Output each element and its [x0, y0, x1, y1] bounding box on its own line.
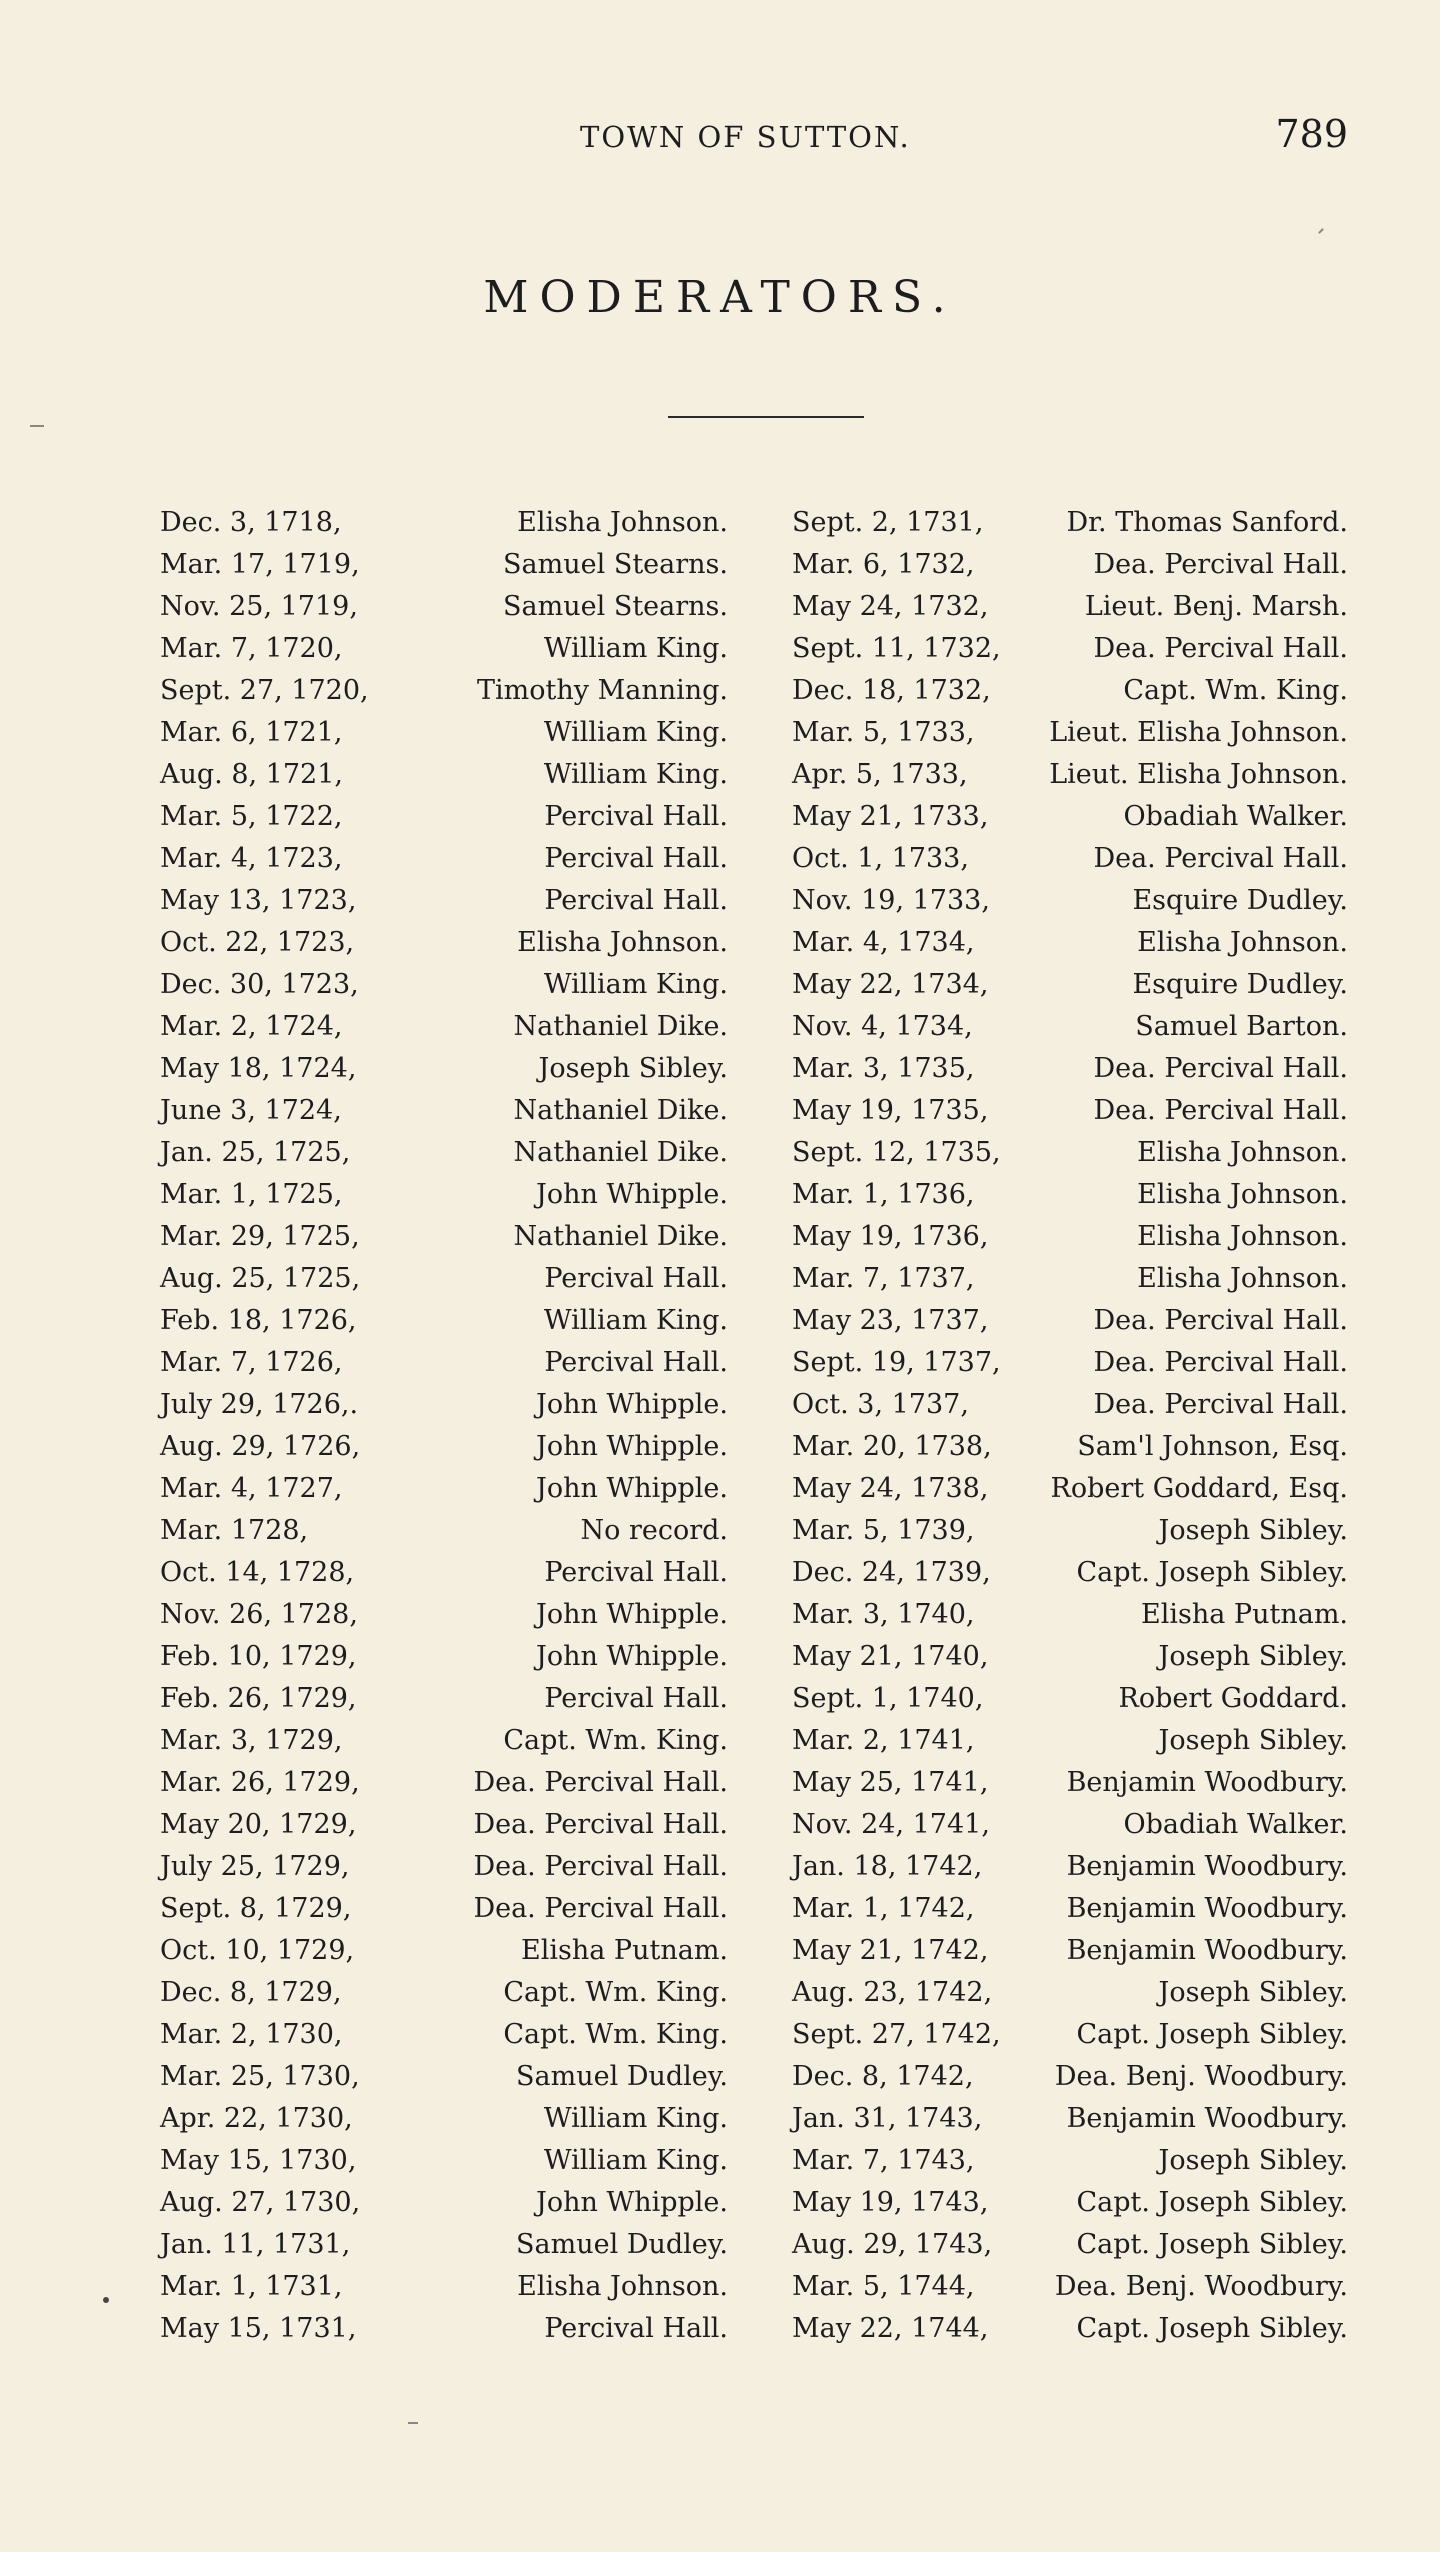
moderator-entry: [160, 1846, 728, 1888]
moderator-entry: [160, 1048, 728, 1090]
entry-date: Mar. 6, 1721,: [160, 717, 343, 748]
entry-name: Capt. Joseph Sibley.: [1076, 2187, 1348, 2218]
entry-date: Mar. 4, 1723,: [160, 843, 343, 874]
moderator-entry: [792, 1720, 1348, 1762]
entry-name: Nathaniel Dike.: [513, 1095, 728, 1126]
entry-date: Aug. 29, 1726,: [160, 1431, 361, 1462]
entry-name: Percival Hall.: [544, 1683, 728, 1714]
entry-date: Mar. 3, 1740,: [792, 1599, 975, 1630]
entry-date: Mar. 5, 1733,: [792, 717, 975, 748]
entry-date: Sept. 1, 1740,: [792, 1683, 984, 1714]
entry-name: Elisha Johnson.: [1137, 1179, 1348, 1210]
moderator-entry: [792, 1594, 1348, 1636]
entry-name: John Whipple.: [536, 2187, 728, 2218]
moderator-entry: [160, 838, 728, 880]
moderator-entry: [792, 1342, 1348, 1384]
entry-date: May 19, 1743,: [792, 2187, 989, 2218]
entry-date: Nov. 4, 1734,: [792, 1011, 973, 1042]
entry-date: Mar. 7, 1743,: [792, 2145, 975, 2176]
entry-name: Elisha Putnam.: [1141, 1599, 1348, 1630]
entry-name: Capt. Wm. King.: [503, 1725, 728, 1756]
moderator-entry: [792, 2308, 1348, 2350]
moderator-entry: [160, 2098, 728, 2140]
moderator-entry: [792, 796, 1348, 838]
moderator-entry: [160, 1678, 728, 1720]
moderator-entry: [792, 1216, 1348, 1258]
moderator-entry: [160, 796, 728, 838]
moderator-entry: [160, 1006, 728, 1048]
entry-date: Aug. 8, 1721,: [160, 759, 343, 790]
moderator-entry: [792, 1552, 1348, 1594]
entry-name: Dea. Percival Hall.: [1093, 633, 1348, 664]
entry-date: May 21, 1742,: [792, 1935, 989, 1966]
entry-name: William King.: [543, 969, 728, 1000]
entry-date: June 3, 1724,: [160, 1095, 342, 1126]
moderator-entry: [792, 2224, 1348, 2266]
moderator-entry: [792, 922, 1348, 964]
entry-date: Oct. 1, 1733,: [792, 843, 969, 874]
entry-name: Joseph Sibley.: [538, 1053, 728, 1084]
entry-date: Aug. 23, 1742,: [792, 1977, 993, 2008]
moderator-entry: [792, 1510, 1348, 1552]
moderator-entry: [792, 2140, 1348, 2182]
entry-name: John Whipple.: [536, 1179, 728, 1210]
entry-name: Dea. Benj. Woodbury.: [1054, 2271, 1348, 2302]
entry-name: Joseph Sibley.: [1158, 1725, 1348, 1756]
entry-date: Aug. 25, 1725,: [160, 1263, 361, 1294]
entry-date: May 18, 1724,: [160, 1053, 357, 1084]
moderator-entry: [160, 1636, 728, 1678]
moderator-entry: [792, 2098, 1348, 2140]
moderator-entry: [792, 2182, 1348, 2224]
entry-date: Mar. 7, 1726,: [160, 1347, 343, 1378]
entry-date: Sept. 27, 1720,: [160, 675, 369, 706]
moderator-entry: [160, 1300, 728, 1342]
entry-name: Dea. Percival Hall.: [473, 1767, 728, 1798]
entry-date: Dec. 8, 1729,: [160, 1977, 342, 2008]
entry-date: May 19, 1735,: [792, 1095, 989, 1126]
entry-name: William King.: [543, 633, 728, 664]
entry-name: Esquire Dudley.: [1132, 885, 1348, 916]
moderator-entry: [792, 586, 1348, 628]
moderator-entry: [792, 1636, 1348, 1678]
entry-name: Nathaniel Dike.: [513, 1011, 728, 1042]
entry-date: Oct. 14, 1728,: [160, 1557, 355, 1588]
entry-date: Feb. 18, 1726,: [160, 1305, 357, 1336]
entry-name: Esquire Dudley.: [1132, 969, 1348, 1000]
title-rule: [668, 416, 864, 418]
moderator-entry: [160, 1720, 728, 1762]
entry-name: Obadiah Walker.: [1123, 1809, 1348, 1840]
entry-date: Mar. 25, 1730,: [160, 2061, 360, 2092]
moderator-entry: [160, 670, 728, 712]
entry-date: Jan. 18, 1742,: [792, 1851, 983, 1882]
entry-name: Joseph Sibley.: [1158, 1977, 1348, 2008]
entry-name: John Whipple.: [536, 1389, 728, 1420]
entry-date: Mar. 29, 1725,: [160, 1221, 360, 1252]
entry-name: Capt. Joseph Sibley.: [1076, 2019, 1348, 2050]
entry-date: Sept. 19, 1737,: [792, 1347, 1001, 1378]
entry-name: Capt. Joseph Sibley.: [1076, 2313, 1348, 2344]
entry-name: William King.: [543, 717, 728, 748]
entry-name: Dea. Percival Hall.: [1093, 1389, 1348, 1420]
entry-name: Elisha Johnson.: [1137, 1263, 1348, 1294]
moderator-entry: [160, 502, 728, 544]
entry-name: Capt. Wm. King.: [503, 2019, 728, 2050]
entry-date: Mar. 17, 1719,: [160, 549, 360, 580]
entry-name: Elisha Johnson.: [1137, 1137, 1348, 1168]
entry-name: Percival Hall.: [544, 1263, 728, 1294]
moderator-entry: [792, 2056, 1348, 2098]
moderator-entry: [792, 964, 1348, 1006]
entry-name: Elisha Johnson.: [1137, 1221, 1348, 1252]
moderator-entry: [160, 1930, 728, 1972]
moderator-entry: [160, 2266, 728, 2308]
entry-date: July 29, 1726,.: [160, 1389, 359, 1420]
moderator-entry: [160, 544, 728, 586]
entry-name: William King.: [543, 1305, 728, 1336]
entry-name: Dr. Thomas Sanford.: [1066, 507, 1348, 538]
entry-date: Nov. 19, 1733,: [792, 885, 990, 916]
entry-date: Mar. 1, 1725,: [160, 1179, 343, 1210]
entry-date: Mar. 5, 1722,: [160, 801, 343, 832]
entry-name: Benjamin Woodbury.: [1066, 1851, 1348, 1882]
moderator-entry: [792, 1888, 1348, 1930]
moderator-entry: [792, 1048, 1348, 1090]
entry-date: Dec. 30, 1723,: [160, 969, 359, 1000]
moderator-entry: [160, 1468, 728, 1510]
entry-name: Elisha Johnson.: [517, 507, 728, 538]
entry-name: Percival Hall.: [544, 1347, 728, 1378]
moderator-entry: [160, 1132, 728, 1174]
moderator-entry: [792, 1090, 1348, 1132]
moderator-entry: [160, 1552, 728, 1594]
left-column: [160, 502, 728, 2350]
entry-date: Mar. 3, 1735,: [792, 1053, 975, 1084]
moderator-entry: [792, 1006, 1348, 1048]
entry-name: Dea. Benj. Woodbury.: [1054, 2061, 1348, 2092]
moderator-entry: [160, 2014, 728, 2056]
moderator-entry: [792, 1804, 1348, 1846]
right-column: [792, 502, 1348, 2350]
entry-date: Mar. 4, 1727,: [160, 1473, 343, 1504]
moderator-entry: [160, 1258, 728, 1300]
entry-name: Samuel Stearns.: [503, 549, 728, 580]
entry-date: Mar. 4, 1734,: [792, 927, 975, 958]
moderator-entry: [160, 1174, 728, 1216]
entry-date: Nov. 26, 1728,: [160, 1599, 358, 1630]
entry-date: Mar. 2, 1730,: [160, 2019, 343, 2050]
entry-date: Oct. 10, 1729,: [160, 1935, 355, 1966]
moderator-entry: [792, 1930, 1348, 1972]
entry-name: No record.: [580, 1515, 728, 1546]
entry-date: May 22, 1734,: [792, 969, 989, 1000]
entry-date: May 23, 1737,: [792, 1305, 989, 1336]
moderator-entry: [792, 628, 1348, 670]
moderator-entry: [792, 1468, 1348, 1510]
entry-name: Samuel Dudley.: [516, 2061, 728, 2092]
moderator-entry: [792, 1678, 1348, 1720]
entry-name: Percival Hall.: [544, 1557, 728, 1588]
entry-date: Mar. 7, 1737,: [792, 1263, 975, 1294]
moderator-entry: [792, 1384, 1348, 1426]
moderator-entry: [160, 1090, 728, 1132]
moderator-entry: [160, 880, 728, 922]
entry-name: John Whipple.: [536, 1431, 728, 1462]
moderator-entry: [160, 628, 728, 670]
entry-date: May 15, 1730,: [160, 2145, 357, 2176]
entry-date: July 25, 1729,: [160, 1851, 350, 1882]
entry-date: May 13, 1723,: [160, 885, 357, 916]
entry-name: Samuel Dudley.: [516, 2229, 728, 2260]
entry-date: Sept. 11, 1732,: [792, 633, 1001, 664]
moderator-entry: [160, 1216, 728, 1258]
entry-name: Benjamin Woodbury.: [1066, 1935, 1348, 1966]
entry-date: May 22, 1744,: [792, 2313, 989, 2344]
margin-mark: [1318, 228, 1324, 234]
entry-name: Lieut. Elisha Johnson.: [1049, 717, 1348, 748]
moderator-entry: [792, 544, 1348, 586]
entry-name: Joseph Sibley.: [1158, 1515, 1348, 1546]
moderator-entry: [160, 1594, 728, 1636]
entry-date: Mar. 1728,: [160, 1515, 309, 1546]
entry-date: May 24, 1738,: [792, 1473, 989, 1504]
entry-name: Nathaniel Dike.: [513, 1137, 728, 1168]
entry-date: Mar. 2, 1724,: [160, 1011, 343, 1042]
entry-name: Benjamin Woodbury.: [1066, 1893, 1348, 1924]
moderator-entry: [792, 1762, 1348, 1804]
moderator-entry: [792, 670, 1348, 712]
entry-date: Dec. 24, 1739,: [792, 1557, 991, 1588]
entry-name: John Whipple.: [536, 1599, 728, 1630]
entry-date: Mar. 6, 1732,: [792, 549, 975, 580]
moderator-entry: [792, 502, 1348, 544]
entry-date: Mar. 3, 1729,: [160, 1725, 343, 1756]
entry-name: Samuel Stearns.: [503, 591, 728, 622]
entry-date: Mar. 26, 1729,: [160, 1767, 360, 1798]
entry-name: Dea. Percival Hall.: [473, 1851, 728, 1882]
entry-name: Elisha Putnam.: [521, 1935, 728, 1966]
moderator-entry: [160, 1804, 728, 1846]
entry-name: Percival Hall.: [544, 885, 728, 916]
entry-date: Apr. 22, 1730,: [160, 2103, 353, 2134]
margin-mark: [30, 425, 44, 427]
moderator-entry: [160, 1888, 728, 1930]
moderator-entry: [160, 2308, 728, 2350]
entry-date: Mar. 5, 1739,: [792, 1515, 975, 1546]
entry-date: Sept. 27, 1742,: [792, 2019, 1001, 2050]
moderator-entry: [792, 838, 1348, 880]
entry-name: Elisha Johnson.: [1137, 927, 1348, 958]
entry-name: William King.: [543, 2103, 728, 2134]
moderator-entry: [792, 1426, 1348, 1468]
entry-name: Benjamin Woodbury.: [1066, 2103, 1348, 2134]
moderator-entry: [160, 1510, 728, 1552]
entry-date: Nov. 25, 1719,: [160, 591, 358, 622]
entry-date: Apr. 5, 1733,: [792, 759, 968, 790]
moderator-entry: [160, 1426, 728, 1468]
moderator-entry: [160, 586, 728, 628]
entry-name: Timothy Manning.: [477, 675, 728, 706]
moderator-entry: [160, 712, 728, 754]
entry-name: Lieut. Elisha Johnson.: [1049, 759, 1348, 790]
moderator-entry: [160, 2224, 728, 2266]
moderator-entry: [792, 1846, 1348, 1888]
moderator-entry: [792, 1258, 1348, 1300]
entry-name: Dea. Percival Hall.: [473, 1809, 728, 1840]
entry-date: Aug. 27, 1730,: [160, 2187, 361, 2218]
moderator-entry: [792, 1972, 1348, 2014]
entry-date: Mar. 2, 1741,: [792, 1725, 975, 1756]
margin-mark: [408, 2422, 418, 2424]
entry-name: Obadiah Walker.: [1123, 801, 1348, 832]
entry-date: Mar. 5, 1744,: [792, 2271, 975, 2302]
moderator-entry: [792, 880, 1348, 922]
entry-name: Elisha Johnson.: [517, 2271, 728, 2302]
entry-name: Dea. Percival Hall.: [1093, 1347, 1348, 1378]
entry-name: Samuel Barton.: [1135, 1011, 1348, 1042]
entry-name: Capt. Joseph Sibley.: [1076, 2229, 1348, 2260]
entry-date: Mar. 1, 1731,: [160, 2271, 343, 2302]
entry-name: Lieut. Benj. Marsh.: [1084, 591, 1348, 622]
entry-date: Feb. 10, 1729,: [160, 1641, 357, 1672]
moderator-entry: [792, 1174, 1348, 1216]
entry-date: May 25, 1741,: [792, 1767, 989, 1798]
entry-name: Nathaniel Dike.: [513, 1221, 728, 1252]
moderator-entry: [160, 2182, 728, 2224]
entry-date: Oct. 22, 1723,: [160, 927, 355, 958]
moderator-entry: [792, 754, 1348, 796]
entry-name: Percival Hall.: [544, 2313, 728, 2344]
entry-name: Capt. Wm. King.: [1123, 675, 1348, 706]
moderator-entry: [160, 1972, 728, 2014]
entry-date: Dec. 3, 1718,: [160, 507, 342, 538]
entry-date: Mar. 20, 1738,: [792, 1431, 992, 1462]
page-number: 789: [1275, 112, 1348, 156]
moderator-entry: [792, 712, 1348, 754]
entry-date: Jan. 31, 1743,: [792, 2103, 983, 2134]
entry-name: Robert Goddard.: [1118, 1683, 1348, 1714]
entry-date: May 20, 1729,: [160, 1809, 357, 1840]
moderator-entry: [160, 964, 728, 1006]
entry-name: Percival Hall.: [544, 843, 728, 874]
moderator-entry: [792, 2266, 1348, 2308]
entry-date: May 21, 1733,: [792, 801, 989, 832]
entry-date: May 24, 1732,: [792, 591, 989, 622]
entry-date: May 19, 1736,: [792, 1221, 989, 1252]
moderator-entry: [792, 1132, 1348, 1174]
entry-date: Sept. 2, 1731,: [792, 507, 984, 538]
moderator-entry: [792, 2014, 1348, 2056]
entry-name: John Whipple.: [536, 1641, 728, 1672]
entry-date: Mar. 1, 1742,: [792, 1893, 975, 1924]
entry-date: May 15, 1731,: [160, 2313, 357, 2344]
entry-name: Dea. Percival Hall.: [1093, 1305, 1348, 1336]
entry-name: Dea. Percival Hall.: [1093, 843, 1348, 874]
entry-name: Percival Hall.: [544, 801, 728, 832]
entry-name: Elisha Johnson.: [517, 927, 728, 958]
entry-name: William King.: [543, 759, 728, 790]
entry-name: Robert Goddard, Esq.: [1050, 1473, 1348, 1504]
entry-name: Dea. Percival Hall.: [1093, 1053, 1348, 1084]
moderator-entry: [160, 922, 728, 964]
moderator-entry: [160, 1762, 728, 1804]
entry-date: Aug. 29, 1743,: [792, 2229, 993, 2260]
moderator-entry: [160, 1384, 728, 1426]
entry-name: John Whipple.: [536, 1473, 728, 1504]
entry-name: Sam'l Johnson, Esq.: [1077, 1431, 1348, 1462]
entry-date: Dec. 18, 1732,: [792, 675, 991, 706]
moderator-entry: [160, 1342, 728, 1384]
entry-name: Joseph Sibley.: [1158, 1641, 1348, 1672]
moderator-entry: [160, 2140, 728, 2182]
entry-name: Capt. Wm. King.: [503, 1977, 728, 2008]
entry-date: Mar. 7, 1720,: [160, 633, 343, 664]
moderator-entry: [792, 1300, 1348, 1342]
entry-name: Dea. Percival Hall.: [1093, 1095, 1348, 1126]
moderator-entry: [160, 2056, 728, 2098]
entry-date: Jan. 11, 1731,: [160, 2229, 351, 2260]
entry-date: May 21, 1740,: [792, 1641, 989, 1672]
entry-name: Capt. Joseph Sibley.: [1076, 1557, 1348, 1588]
entry-name: William King.: [543, 2145, 728, 2176]
entry-date: Feb. 26, 1729,: [160, 1683, 357, 1714]
margin-dot: [103, 2297, 109, 2303]
moderator-entry: [160, 754, 728, 796]
entry-name: Joseph Sibley.: [1158, 2145, 1348, 2176]
entry-name: Dea. Percival Hall.: [1093, 549, 1348, 580]
entry-name: Dea. Percival Hall.: [473, 1893, 728, 1924]
entry-date: Oct. 3, 1737,: [792, 1389, 969, 1420]
running-head: [580, 112, 1348, 156]
entry-date: Dec. 8, 1742,: [792, 2061, 974, 2092]
entry-date: Mar. 1, 1736,: [792, 1179, 975, 1210]
section-title: MODERATORS.: [483, 272, 957, 323]
entry-date: Jan. 25, 1725,: [160, 1137, 351, 1168]
entry-date: Sept. 12, 1735,: [792, 1137, 1001, 1168]
running-title: TOWN OF SUTTON.: [580, 120, 911, 154]
entry-name: Benjamin Woodbury.: [1066, 1767, 1348, 1798]
entry-date: Nov. 24, 1741,: [792, 1809, 990, 1840]
entry-date: Sept. 8, 1729,: [160, 1893, 352, 1924]
